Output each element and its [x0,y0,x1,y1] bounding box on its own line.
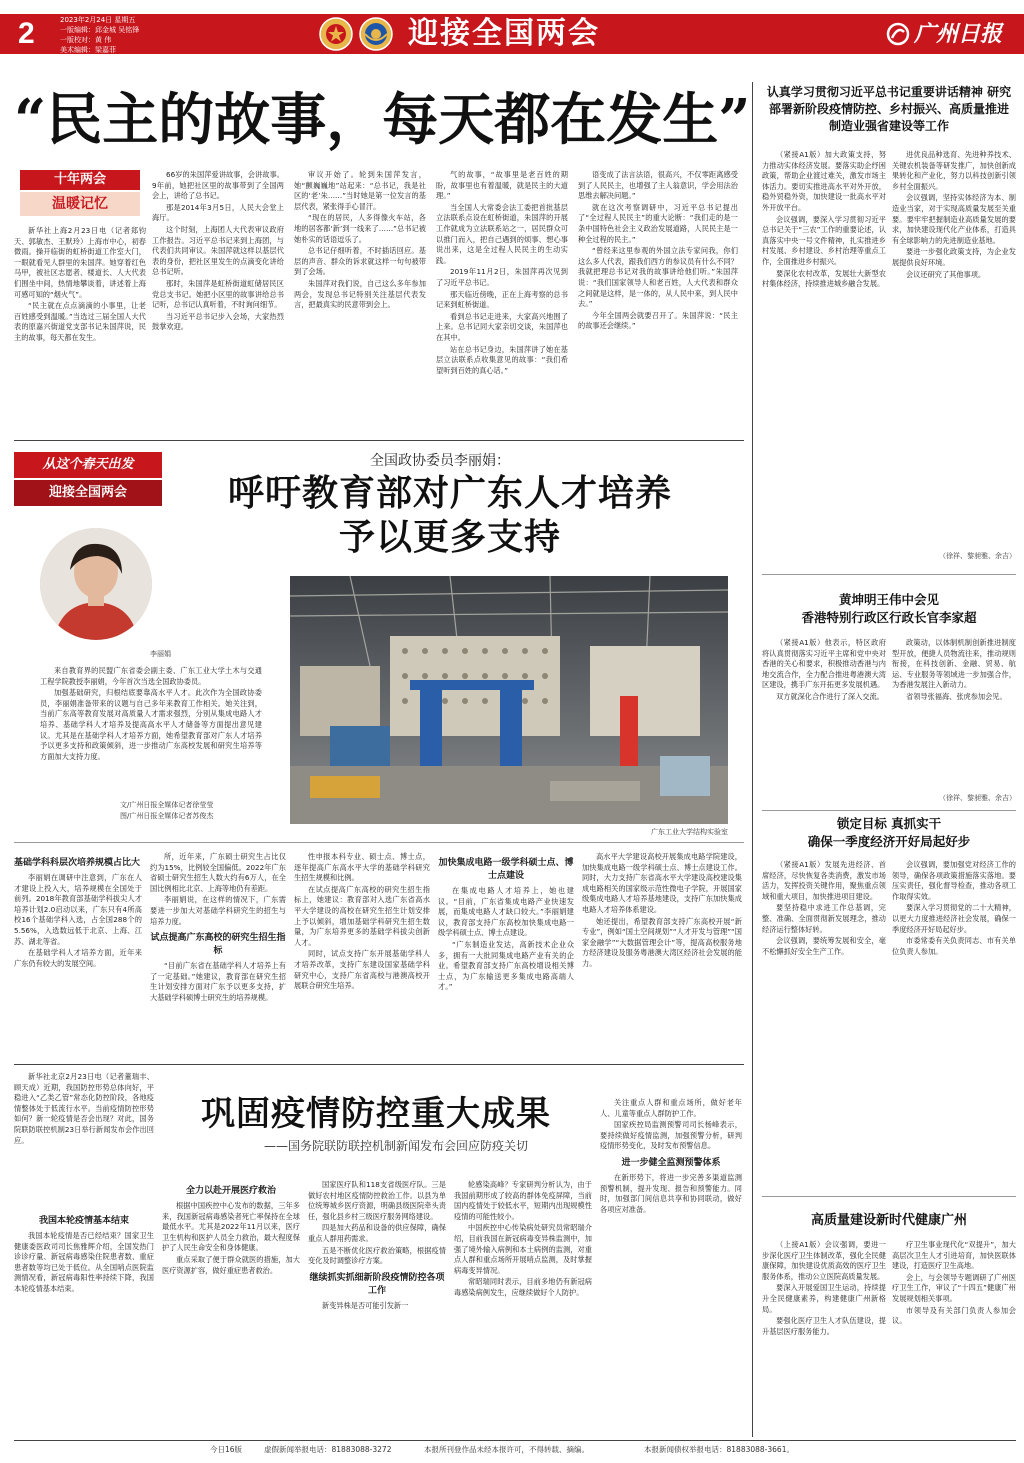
lead-col5-p2: 就在这次考察调研中，习近平总书记提出了“全过程人民民主”的重大论断：“我们走的是一条中国特色社会主义政治发展道路，人民民主是一种全过程的民主。” [578,202,738,244]
lead-col4-p6: 站在总书记身边，朱国萍讲了她在基层立法联系点收集意见的故事：“我们希望听到百姓的真心话。” [436,344,568,375]
divider-side1 [762,574,1016,575]
epidemic-col3-p4: 新变异株是否可能引发新一 [322,1300,409,1310]
lead-col3-p4: 朱国萍对我们说，自己这么多年参加两会，发现总书记特别关注基层代表发言，把最真实的民意带到会上。 [294,278,426,310]
lead-col5-p4: 今年全国两会就要召开了。朱国萍说：“民主的故事还会继续。” [578,310,738,331]
divider-feature-body [14,842,744,843]
side4-col2-p2: 会上，与会领导专题调研了广州医疗卫生工作，审议了“十四五”健康广州发展规划相关事项。 [892,1272,1016,1303]
feature-sub-3: 加快集成电路一级学科硕士点、博士点建设 [438,858,574,881]
side1-col-2 [892,150,1016,550]
editor-line: 一版编辑：邱金城 吴铭锋 [60,26,140,34]
feature-col1-p2: 在基础学科人才培养方面，近年来广东仍有较大的发展空间。 [14,948,142,968]
divider-sidebar [752,82,753,1437]
feature-intro-p2: 加强基础研究，归根结底要靠高水平人才。此次作为全国政协委员，李丽娟准备带来的议题与自己多年来教育工作相关。她关注到，当前广东高等教育发展对高质量人才需求强烈，分别从集成电路人才培养、基础学科人才培养及提高高水平人才储备等方面提出意见建议。尤其是在基础学科人才培养方面，她希望教育部对广东人才培养予以更多支持和政策倾斜，进一步推动广东高校发展和研究生培养等方面加大支持力度。 [40,688,262,761]
feature-col1-p1: 李丽娟在调研中注意到，广东在人才建设上投入大，培养规模在全国处于前列。2018年教育部基础学科拔尖人才培养计划2.0启动以来，广东只有4所高校16个基础学科入选，占全国288个的5.56%，入选数远低于北京、上海、江苏、湖北等省。 [14,873,142,946]
lead-col-2 [152,170,284,416]
lead-tag-bottom: 温暖记忆 [20,192,140,216]
side1-col1-p2: 会议强调，要深入学习贯彻习近平总书记关于“三农”工作的重要论述，认真落实中央一号文件精神，扎实推进乡村发展、乡村建设、乡村治理等重点工作，全面推进乡村振兴。 [762,214,886,266]
feature-col-3 [294,852,430,1052]
feature-sub-2: 试点提高广东高校的研究生招生指标 [150,933,286,957]
national-emblem-icon [318,16,354,52]
lab-photo [290,576,728,824]
epidemic-subtitle: ——国务院联防联控机制新闻发布会回应防疫关切 [263,1139,528,1153]
portrait-photo [40,528,152,640]
lead-col4-p4: 那天临近傍晚，正在上海考察的总书记来到虹桥街道。 [436,289,568,310]
epidemic-col3-p2: 四是加大药品和设备的供应保障，确保重点人群用药需求。 [308,1223,446,1243]
lead-col-3 [294,170,426,416]
side2-headline-1: 黄坤明王伟中会见 [838,592,939,607]
feature-col3-p3: 同时，试点支持广东开展基础学科人才培养改革，支持广东建设国家基础学科研究中心，支持广东省高校与港澳高校开展联合研究生培养。 [294,949,430,991]
epidemic-col-5 [600,1098,742,1435]
divider-side3 [762,1196,1016,1197]
side3-headline-2: 确保一季度经济开好局起好步 [807,834,971,849]
side2-col-2 [892,638,1016,788]
lead-col3-p3: 总书记仔细听着，不时插话回应。基层的声音、群众的诉求就这样一句句被带到了会场。 [294,246,426,277]
feature-col4-p2: “广东制造业发达，高新技术企业众多，拥有一大批同集成电路产业有关的企业。希望教育部支持广东高校增设相关博士点，为广东输送更多集成电路高端人才。” [438,939,574,992]
side1-col1-p1: （紧接A1版）加大政策支持，努力推动实体经济发展。要落实助企纾困政策，帮助企业渡过难关，激发市场主体活力。要切实推进高水平对外开放，稳外贸稳外资，加快建设一批高水平对外开放平台。 [762,150,886,212]
lead-col4-p5: 看到总书记走进来，大家高兴地围了上来。总书记同大家亲切交谈，朱国萍也在其中。 [436,311,568,342]
side3-col2-p1: 会议强调，要加强党对经济工作的领导，确保各项政策措施落实落地。要压实责任，强化督导检查，推动各项工作取得实效。 [892,860,1016,901]
lead-tag-top: 十年两会 [20,170,140,190]
lead-col-1 [14,226,146,416]
lead-col4-p3: 2019年11月2日，朱国萍再次见到了习近平总书记。 [436,267,568,287]
epidemic-col-4 [454,1180,592,1435]
lead-col5-p1: 语变成了法言法语，很高兴，不仅零距离感受到了人民民主，也增强了主人翁意识，学会用法治思维去解决问题。” [578,170,738,201]
epidemic-col4-p2: 中国疾控中心传染病处研究员常昭瑞介绍，目前我国在新冠病毒变异株监测中，加强了境外输入病例和本土病例的监测，对重点人群和重点场所开展哨点监测，及时掌握病毒变异情况。 [454,1223,592,1275]
feature-col2-p1: 所，近年来，广东硕士研究生占比仅约为15%，比例较全国偏低。2022年广东省硕士研究生招生人数大约有6万人，在全国比例相比北京、上海等地仍有差距。 [150,852,286,893]
side2-headline-2: 香港特别行政区行政长官李家超 [801,610,977,625]
feature-intro-p1: 来自教育界的民盟广东省委会副主委、广东工业大学土木与交通工程学院教授李丽娟，今年首次当选全国政协委员。 [40,666,262,686]
epidemic-sub-a: 我国本轮疫情基本结束 [38,1216,129,1226]
side1-col2-p2: 会议强调，坚持实体经济为本、制造业当家，对于实现高质量发展至关重要。要牢牢把握制造业高质量发展的要求，加快建设现代化产业体系，打造具有全球影响力的先进制造业基地。 [892,193,1016,245]
feature-banner-bottom: 迎接全国两会 [14,480,162,506]
side3-col-1 [762,860,886,1072]
issue-date: 2023年2月24日 星期五 [60,16,136,24]
feature-sub-1: 基础学科科层次培养规模占比大 [14,858,141,868]
side4-col-1 [762,1240,886,1435]
feature-col2-p2: 李丽娟说，在这样的情况下，广东需要进一步加大对基础学科研究生的招生与培养力度。 [150,895,286,926]
feature-col4-p1: 在集成电路人才培养上，她也建议。“目前，广东省集成电路产业快速发展，而集成电路人才缺口较大。”李丽娟建议，教育部支持广东高校加快集成电路一级学科硕士点、博士点建设。 [438,886,574,938]
lead-col5-p3: “曾经来这里参观的外国立法专家问我，你们这么多人代表，跟我们西方的参议员有什么不同？我就把理总书记对我的故事讲给他们听。”朱国萍说：“我们国家领导人和老百姓，人大代表和群众之间就是这样，是一体的，从人民中来，到人民中去。” [578,246,738,309]
side3-col1-p2: 要坚持稳中求进工作总基调，完整、准确、全面贯彻新发展理念，推动经济运行整体好转。 [762,903,886,934]
epidemic-headline: 巩固疫情防控重大成果 [201,1094,551,1134]
epidemic-sub-c: 继续抓实抓细新阶段疫情防控各项工作 [309,1272,445,1296]
feature-banner [14,452,162,508]
side2-signature: （徐祥、黎昶雅、余吉） [939,794,1016,802]
side1-headline: 认真学习贯彻习近平总书记重要讲话精神 研究部署新阶段疫情防控、乡村振兴、高质量推进制造业强省建设等工作 [766,85,1012,133]
feature-banner-top: 从这个春天出发 [14,452,162,478]
side3-col2-p2: 要深入学习贯彻党的二十大精神，以更大力度推进经济社会发展，确保一季度经济开好局起好步。 [892,903,1016,934]
feature-col-2 [150,852,286,1052]
side2-col2-p1: 政策动，以体制机制创新推进制度型开放，便捷人员物流往来，推动规则衔接，在科技创新、金融、贸易、航运、专业服务等领域进一步加强合作，为香港发展注入新动力。 [892,638,1016,690]
masthead-info-block [60,14,220,54]
epidemic-col5-p1: 关注重点人群和重点场所，做好老年人、儿童等重点人群防护工作。 [600,1098,742,1118]
side1-col2-p1: 进优良品种选育、先进种养技术、关键农机装备等研发推广，加快创新成果转化和产业化，努力以科技创新引领乡村全面振兴。 [892,150,1016,191]
divider-feature-bottom [14,1064,744,1065]
side1-col2-p4: 会议还研究了其他事项。 [906,269,986,279]
feature-photographer: 图/广州日报全媒体记者苏俊杰 [120,812,214,820]
lead-col4-p2: 当全国人大常委会法工委把首批基层立法联系点设在虹桥街道，朱国萍的开展工作就成为立法联系站之一，居民群众可以推门而入，把自己遇到的烦事、想心事说出来，这是全过程人民民主的生动实践。 [436,202,568,265]
feature-col3-p2: 在试点提高广东高校的研究生招生指标上，她建议：教育部对入选广东省高水平大学建设的高校在研究生招生计划安排上予以倾斜，增加基础学科研究生招生数量，为广东培养更多的基础学科拔尖创新人才。 [294,884,430,947]
lead-col-4 [436,170,568,416]
lead-col2-p2: 那是2014年3月5日，人民大会堂上海厅。 [152,202,284,223]
portrait-caption: 李丽娟 [150,650,171,658]
side2-col1-p2: 双方就深化合作进行了深入交流。 [776,691,884,701]
lead-col1-p2: “民主就在点点滴滴的小事里，让老百姓感受到温暖。”当选过三届全国人大代表的原嘉兴街道党支部书记朱国萍说，民主的故事，每天都在发生。 [14,301,146,342]
side3-headline-1: 锁定目标 真抓实干 [836,816,942,831]
lead-col3-p1: 审议开始了。轮到朱国萍发言，她“颤巍巍地”站起来：“总书记，我是社区的‘老’朱……”当时她是第一位发言的基层代表，紧张得手心冒汗。 [294,170,426,211]
side4-col2-p1: 疗卫生事业现代化“双提升”，加大高层次卫生人才引进培育，加快医联体建设，打造医疗卫生高地。 [892,1240,1016,1271]
epidemic-lead-p1: 新华社北京2月23日电（记者董瑞丰、顾天成）近期，我国防控形势总体向好，平稳进入“乙类乙管”常态化防控阶段，各地疫情整体处于低流行水平。当前疫情防控形势如何？新一轮疫情是否会出现？对此，国务院联防联控机制23日举行新闻发布会作出回应。 [14,1072,154,1145]
masthead [0,0,1024,64]
cppcc-emblem-icon [358,16,394,52]
lead-tag [20,170,140,216]
paper-name: 广州日报 [914,21,1003,47]
footer-pages: 今日16版 [210,1445,243,1454]
section-title: 迎接全国两会 [408,16,600,51]
epidemic-col2-p2: 重点采取了便于群众就医的措施，加大医疗资源扩容，做好重症患者救治。 [162,1254,300,1275]
epidemic-sub-d: 进一步健全监测预警体系 [621,1157,721,1168]
divider-side2 [762,810,1016,811]
footer-rule [14,1440,1016,1441]
feature-col-5 [582,852,742,1052]
lead-col2-p3: 这个时刻，上海团人大代表审议政府工作报告。习近平总书记来到上海团，与代表们共同审议。朱国萍就这样以基层代表的身份，把社区里发生的点滴变化讲给总书记听。 [152,224,284,277]
epidemic-col-3 [308,1180,446,1435]
side3-col2-p3: 市委常委有关负责同志、市有关单位负责人参加。 [892,936,1016,956]
side2-col-1 [762,638,886,788]
feature-col3-p1: 性申报本科专业、硕士点、博士点，逐年提高广东高水平大学的基础学科研究生招生规模和比例。 [294,852,430,883]
art-editor-line: 美术编辑：梁嘉菲 [60,46,116,54]
epidemic-sub-b: 全力以赴开展医疗救治 [185,1186,276,1196]
feature-headline-1: 呼吁教育部对广东人才培养 [227,472,672,514]
side1-signature: （徐祥、黎昶雅、余吉） [939,552,1016,560]
side1-col1-p3: 要深化农村改革，发展壮大新型农村集体经济，持续推进城乡融合发展。 [762,268,886,289]
side3-col1-p1: （紧接A1版）发展先进经济、首席经济，尽快恢复各类消费，激发市场活力，发挥投资关键作用，聚焦重点领域和重大项目，加快推进项目建设。 [762,860,886,901]
lead-col2-p5: 当习近平总书记步入会场，大家热烈鼓掌欢迎。 [152,311,284,332]
side4-headline: 高质量建设新时代健康广州 [810,1213,967,1228]
side1-col-1 [762,150,886,550]
side4-col1-p2: 要深入开展爱国卫生运动，持续提升全民健康素养，构建健康广州新格局。 [762,1283,886,1314]
footer-report-phone: 本报新闻债权举报电话：81883088-3661。 [644,1445,794,1454]
epidemic-col-2 [162,1180,300,1435]
epidemic-col1-p1: 我国本轮疫情是否已经结束？国家卫生健康委医政司司长焦雅辉介绍，全国发热门诊诊疗量、新冠病毒感染住院患者数、重症患者数等均已处于低位。从全国哨点医院监测情况看，新冠病毒阳性率持续下降，我国本轮疫情基本结束。 [14,1231,154,1293]
side4-col1-p3: 要强化医疗卫生人才队伍建设，提升基层医疗服务能力。 [762,1316,886,1336]
side4-col2-p3: 市领导及有关部门负责人参加会议。 [892,1305,1016,1326]
side3-col1-p3: 会议强调，要统筹发展和安全，毫不松懈抓好安全生产工作。 [762,936,886,956]
side1-col2-p3: 要进一步强化政策支持，为企业发展提供良好环境。 [892,247,1016,267]
lead-col2-p4: 那时，朱国萍是虹桥街道虹储居民区党总支书记。她把小区里的故事讲给总书记听，总书记认真听着，不时询问细节。 [152,278,284,310]
page-number: 2 [18,17,35,50]
lead-col4-p1: 气的故事，“故事里是老百姓的期盼，故事里也有着温暖，就是民主的大道理。” [436,170,568,201]
epidemic-col5-p3: 在新形势下，将进一步完善多渠道监测预警机制，提升发现、报告和预警能力。同时，加强部门间信息共享和协同联动，做好各项应对准备。 [600,1172,742,1214]
divider-lead-bottom [14,440,744,441]
paper-logo-icon [886,22,910,46]
feature-credits [120,800,262,824]
proof-line: 一版校对：黄 伟 [60,36,112,44]
epidemic-col2-p1: 根据中国疾控中心发布的数据，三年多来，我国新冠病毒感染者死亡率保持在全球最低水平。尤其是2022年11月以来，医疗卫生机构和医护人员全力救治，最大程度保护了人民生命安全和身体健康。 [162,1201,300,1253]
side2-col1-p1: （紧接A1版）他表示，特区政府将认真贯彻落实习近平主席和党中央对香港的关心和要求，积极推动香港与内地交流合作，全力配合推进粤港澳大湾区建设，携手广东开拓更多发展机遇。 [762,638,886,690]
feature-col-1 [14,852,142,1052]
epidemic-lead-col [14,1072,154,1202]
feature-col2-p3: “目前广东省在基础学科人才培养上有了一定基础。”她建议，教育部在研究生招生计划安排方面对广东予以更多支持，扩大基础学科硕博士研究生的培养规模。 [150,961,286,1002]
feature-reporter: 文/广州日报全媒体记者徐莹莹 [120,801,214,809]
footer [14,1443,1016,1457]
feature-headline-2: 予以更多支持 [338,516,561,558]
feature-kicker: 全国政协委员李丽娟： [370,453,510,469]
footer-tip-phone: 虚假新闻举报电话：81883088-3272 [264,1445,392,1454]
lab-photo-caption: 广东工业大学结构实验室 [651,828,728,836]
side2-col2-p2: 省领导张福海、张虎参加会见。 [906,691,1007,701]
epidemic-col4-p3: 常昭瑞同时表示，目前多地仍有新冠病毒感染病例发生，应继续做好个人防护。 [454,1277,592,1297]
feature-intro [40,666,262,766]
epidemic-col5-p2: 国家疾控局监测预警司司长杨峰表示，要持续做好疫情监测，加强预警分析，研判疫情形势变化，及时发布预警信息。 [600,1120,742,1151]
lead-headline: “民主的故事，每天都在发生” [14,87,751,153]
feature-col-4 [438,852,574,1052]
epidemic-col4-p1: 轮感染高峰？专家研判分析认为，由于我国前期形成了较高的群体免疫屏障，当前国内疫情处于较低水平，短期内出现规模性疫情的可能性较小。 [454,1180,592,1221]
epidemic-col-1 [14,1210,154,1435]
feature-col5-p1: 高水平大学建设高校开展集成电路学院建设，加快集成电路一级学科硕士点、博士点建设工作。同时，大力支持广东省高水平大学建设高校建设集成电路相关的国家级示范性微电子学院，开展国家级集成电路人才培养基地建设，支持广东加快集成电路人才培养体系建设。 [582,852,742,914]
side3-col-2 [892,860,1016,1072]
lead-col1-p1: 新华社上海2月23日电（记者郑钧天、郭敏杰、王默玲）上海市中心，初春微雨。操开临街的虹桥街道工作室大门，一眼就看见人群里的朱国萍。她穿着红色马甲，被社区志愿者、楼道长、人大代表们围坐中间，热情地攀谈着，讲述着上海可感可知的“烟火气”。 [14,226,146,299]
side4-col1-p1: （上接A1版）会议强调，要进一步深化医疗卫生体制改革，强化全民健康保障，加快建设优质高效的医疗卫生服务体系，推动公立医院高质量发展。 [762,1240,886,1281]
epidemic-col3-p1: 国家医疗队和118支省级医疗队。三是做好农村地区疫情防控救治工作。以县为单位统筹城乡医疗资源，明确县级医院牵头责任，强化县乡村三级医疗服务网络建设。 [308,1180,446,1221]
epidemic-col3-p3: 五是不断优化医疗救治策略，根据疫情变化及时调整诊疗方案。 [308,1245,446,1266]
side4-col-2 [892,1240,1016,1435]
footer-notice: 本报所刊登作品未经本报许可，不得转载、摘编。 [424,1445,589,1454]
paper-logo [880,14,1020,54]
lead-col3-p2: “现在的居民，人多得像火车站，各地的居客都‘新’到一线来了……”总书记被她朴实的话语逗乐了。 [294,213,426,244]
lead-col-5 [578,170,738,416]
lead-col2-p1: 66岁的朱国萍爱讲故事，会讲故事。9年前，她把社区里的故事带到了全国两会上，讲给了总书记。 [152,170,284,201]
feature-col5-p2: 她还提出，希望教育部支持广东高校开展“新专业”，例如“国土空间规划”“人才开发与管理”“国家金融学”“大数据管理会计”等，提高高校服务地方经济建设及服务粤港澳大湾区经济社会发展的能力。 [582,916,742,968]
